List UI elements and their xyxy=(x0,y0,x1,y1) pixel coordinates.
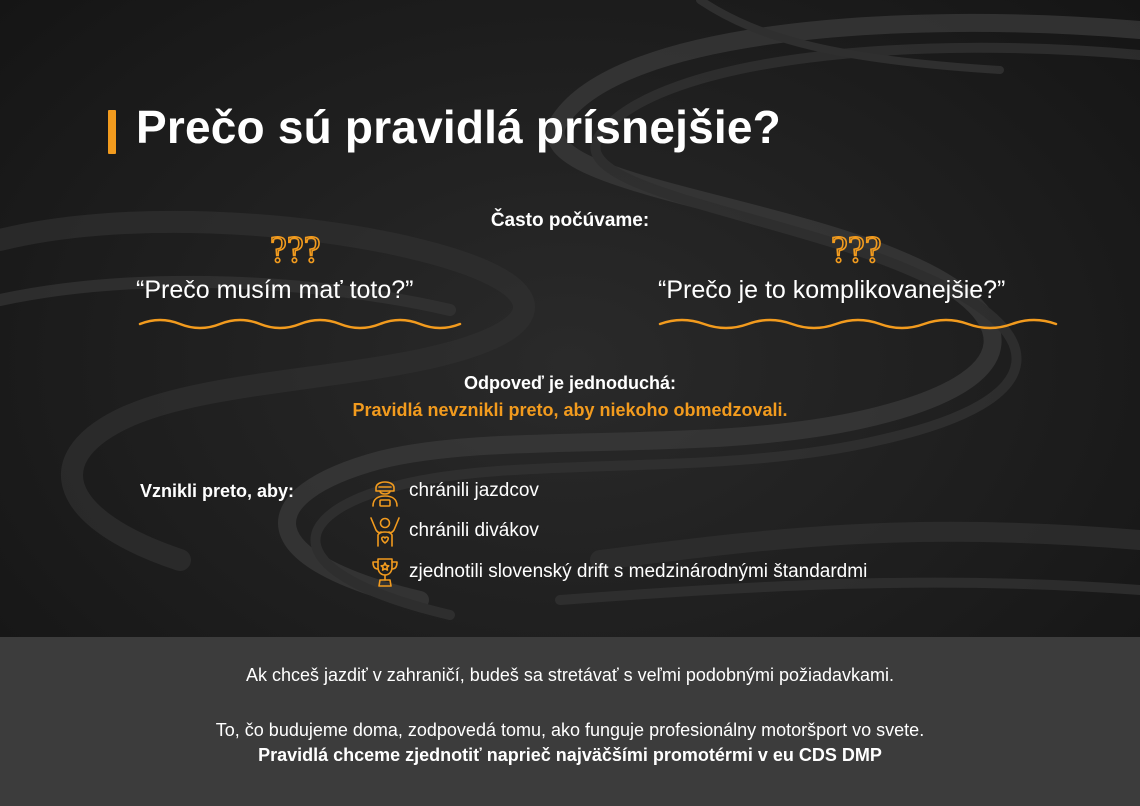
footer-line-2: To, čo budujeme doma, zodpovedá tomu, ako funguje profesionálny motoršport vo svete. xyxy=(215,720,925,740)
quote-left: “Prečo musím mať toto?” xyxy=(136,276,414,304)
svg-text:???: ??? xyxy=(831,229,882,271)
trophy-icon xyxy=(368,555,402,589)
reason-text: zjednotili slovenský drift s medzinárodnými štandardmi xyxy=(409,561,868,582)
footer-line-3: Pravidlá chceme zjednotiť naprieč najväčšími promotérmi v eu CDS DMP xyxy=(258,745,882,765)
reasons-label: Vznikli preto, aby: xyxy=(140,481,295,501)
reason-text: chránili jazdcov xyxy=(409,480,539,501)
wave-underline-right xyxy=(658,312,1060,332)
wave-underline-left xyxy=(138,312,462,332)
answer-highlight: Pravidlá nevznikli preto, aby niekoho obmedzovali. xyxy=(352,400,788,420)
footer-line-1: Ak chceš jazdiť v zahraničí, budeš sa stretávať s veľmi podobnými požiadavkami. xyxy=(245,665,895,685)
question-marks-icon xyxy=(268,222,338,272)
title-accent-bar xyxy=(108,110,116,154)
page-title: Prečo sú pravidlá prísnejšie? xyxy=(136,101,781,153)
driver-icon xyxy=(368,474,402,508)
svg-text:???: ??? xyxy=(270,229,321,271)
often-heard-label: Často počúvame: xyxy=(490,210,650,231)
fan-cheering-icon xyxy=(368,514,402,548)
reason-item xyxy=(368,474,539,508)
quote-right: “Prečo je to komplikovanejšie?” xyxy=(658,276,1006,304)
question-marks-icon xyxy=(829,222,899,272)
answer-intro: Odpoveď je jednoduchá: xyxy=(464,373,676,393)
reason-item xyxy=(368,555,867,589)
reason-item xyxy=(368,514,539,548)
reason-text: chránili divákov xyxy=(409,520,539,541)
